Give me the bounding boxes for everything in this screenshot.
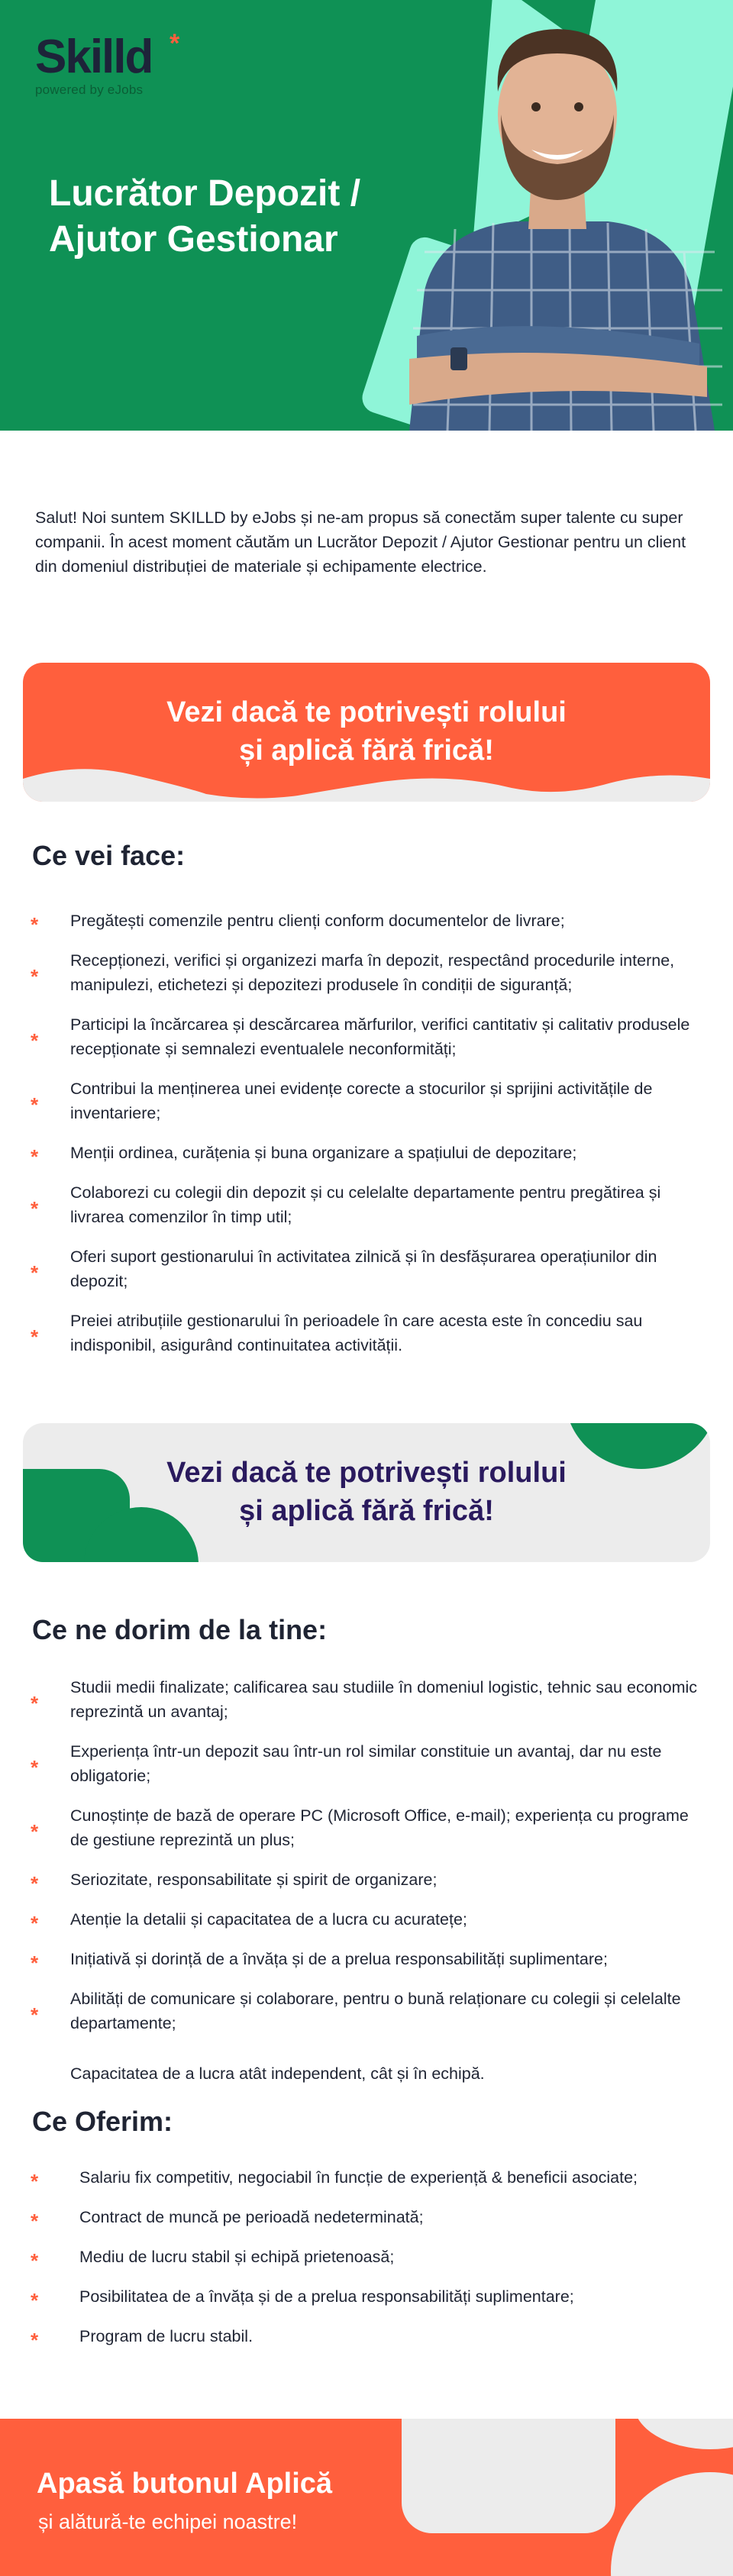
- asterisk-icon: *: [31, 2329, 39, 2352]
- decor-circle: [611, 2472, 733, 2576]
- list-item: * Contribui la menținerea unei evidențe corecte a stocurilor și sprijini activitățile de inventariere;: [31, 1080, 653, 1122]
- job-title: Lucrător Depozit / Ajutor Gestionar: [49, 173, 361, 260]
- decor-circle: [634, 2419, 733, 2449]
- decor-shape: [402, 2419, 615, 2533]
- asterisk-icon: *: [31, 1145, 39, 1169]
- asterisk-icon: *: [170, 29, 180, 58]
- apply-cta-banner-alt[interactable]: [23, 1423, 710, 1562]
- offer-list: [31, 2165, 710, 2364]
- footer-title: Apasă butonul Aplică: [37, 2468, 333, 2500]
- brand-name: Skilld: [35, 31, 153, 83]
- asterisk-icon: *: [31, 1093, 39, 1117]
- asterisk-icon: *: [31, 1261, 39, 1285]
- asterisk-icon: *: [31, 913, 39, 937]
- footer-subtitle: și alătură-te echipei noastre!: [38, 2510, 298, 2533]
- list-item: * Studii medii finalizate; calificarea sau studiile în domeniul logistic, tehnic sau economic reprezintă un avantaj;: [31, 1678, 697, 1721]
- asterisk-icon: *: [31, 1692, 39, 1716]
- responsibilities-heading: Ce vei face:: [32, 840, 186, 871]
- requirements-heading: Ce ne dorim de la tine:: [32, 1614, 328, 1645]
- asterisk-icon: *: [31, 965, 39, 989]
- list-item: * Pregătești comenzile pentru clienți conform documentelor de livrare;: [31, 912, 565, 937]
- asterisk-icon: *: [31, 1912, 39, 1935]
- brand-tagline: powered by eJobs: [35, 82, 144, 97]
- responsibilities-list: [31, 909, 710, 1373]
- asterisk-icon: *: [31, 1325, 39, 1349]
- list-item: * Salariu fix competitiv, negociabil în funcție de experiență & beneficii asociate;: [31, 2168, 638, 2193]
- cta-line-1: Vezi dacă te potrivești rolului: [166, 1457, 567, 1489]
- list-item: * Recepționezi, verifici și organizezi marfa în depozit, respectând procedurile interne, manipulezi, etichetezi și depozitezi produsele în condiții de siguranță;: [31, 951, 675, 994]
- apply-footer[interactable]: [0, 2419, 733, 2576]
- requirements-extra: Capacitatea de a lucra atât independent, cât și în echipă.: [70, 2064, 485, 2083]
- asterisk-icon: *: [31, 2249, 39, 2273]
- offer-heading: Ce Oferim:: [32, 2106, 173, 2137]
- hero-photo: [379, 0, 733, 431]
- hero-banner: [0, 0, 733, 431]
- list-item: * Oferi suport gestionarului în activitatea zilnică și în desfășurarea operațiunilor din depozit;: [31, 1248, 657, 1290]
- list-item: * Cunoștințe de bază de operare PC (Microsoft Office, e-mail); experiența cu programe de gestiune reprezintă un plus;: [31, 1806, 689, 1849]
- cta-text: [23, 1423, 710, 1530]
- asterisk-icon: *: [31, 1197, 39, 1221]
- asterisk-icon: *: [31, 1872, 39, 1896]
- asterisk-icon: *: [31, 1820, 39, 1844]
- asterisk-icon: *: [31, 2170, 39, 2193]
- asterisk-icon: *: [31, 1951, 39, 1975]
- asterisk-icon: *: [31, 1029, 39, 1053]
- brand-logo[interactable]: [35, 29, 180, 98]
- cta-line-2: și aplică fără frică!: [239, 1495, 494, 1527]
- list-item: * Menții ordinea, curățenia și buna organizare a spațiului de depozitare;: [31, 1144, 577, 1169]
- list-item: * Inițiativă și dorință de a învăța și de a prelua responsabilități suplimentare;: [31, 1950, 608, 1975]
- list-item: * Colaborezi cu colegii din depozit și cu celelalte departamente pentru pregătirea și livrarea comenzilor în timp util;: [31, 1183, 661, 1226]
- asterisk-icon: *: [31, 2210, 39, 2233]
- list-item: * Abilități de comunicare și colaborare, pentru o bună relaționare cu colegii și celelalte departamente;: [31, 1990, 681, 2032]
- list-item: * Preiei atribuțiile gestionarului în perioadele în care acesta este în concediu sau indisponibil, asigurând continuitatea activității.: [31, 1312, 643, 1354]
- intro-paragraph: Salut! Noi suntem SKILLD by eJobs și ne-am propus să conectăm super talente cu super companii. În acest moment căutăm un Lucrător Depozit / Ajutor Gestionar pentru un client din domeniul distribuției de materiale și echipamente electrice.: [35, 508, 686, 576]
- asterisk-icon: *: [31, 2003, 39, 2027]
- asterisk-icon: *: [31, 1756, 39, 1780]
- list-item: * Seriozitate, responsabilitate și spirit de organizare;: [31, 1871, 438, 1896]
- list-item: * Posibilitatea de a învăța și de a prelua responsabilități suplimentare;: [31, 2287, 574, 2313]
- list-item: * Experiența într-un depozit sau într-un rol similar constituie un avantaj, dar nu este obligatorie;: [31, 1742, 662, 1785]
- list-item: * Mediu de lucru stabil și echipă prietenoasă;: [31, 2248, 395, 2273]
- list-item: * Participi la încărcarea și descărcarea mărfurilor, verifici cantitativ și calitativ produsele recepționate și semnalezi eventualele neconformități;: [31, 1015, 690, 1058]
- asterisk-icon: *: [31, 2289, 39, 2313]
- list-item: * Program de lucru stabil.: [31, 2327, 253, 2352]
- cta-line-1: Vezi dacă te potrivești rolului: [166, 696, 567, 728]
- apply-cta-banner[interactable]: [23, 663, 710, 802]
- requirements-list: [31, 1675, 710, 2051]
- list-item: * Atenție la detalii și capacitatea de a lucra cu acuratețe;: [31, 1910, 467, 1935]
- cta-text: [23, 663, 710, 770]
- cta-line-2: și aplică fără frică!: [239, 734, 494, 767]
- list-item: * Contract de muncă pe perioadă nedeterminată;: [31, 2208, 424, 2233]
